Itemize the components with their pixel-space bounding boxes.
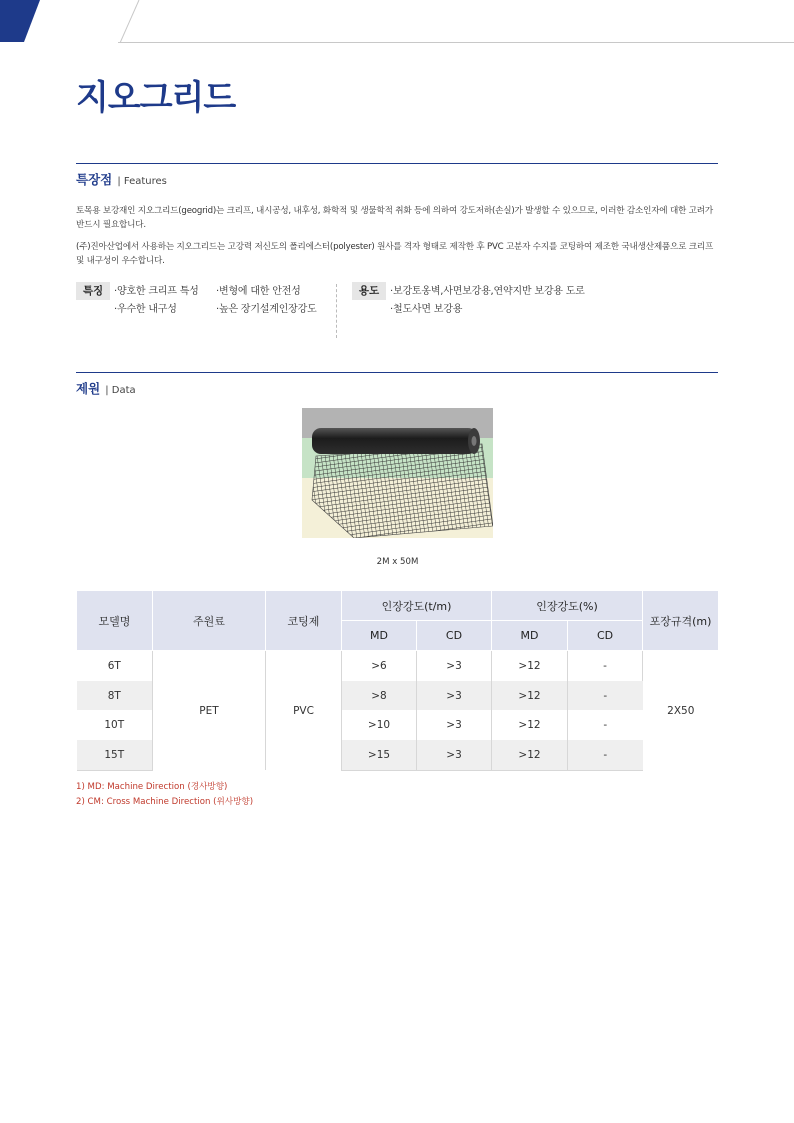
cell-cd-tm: >3 [417,740,492,770]
cell-cd-tm: >3 [417,681,492,711]
page-title: 지오그리드 [76,78,236,118]
spec-table [76,591,719,771]
corner-accent-shape [0,0,40,42]
usage-item: ·철도사면 보강용 [390,304,463,315]
features-heading: 특장점 [76,172,113,187]
cell-model: 15T [77,740,153,770]
feature-item: ·양호한 크리프 특성 [114,286,199,297]
data-section-header [76,372,718,396]
usage-item: ·보강토옹벽,사면보강용,연약지반 보강용 도로 [390,286,585,297]
cell-md-tm: >8 [342,681,417,711]
cell-cd-tm: >3 [417,651,492,681]
cell-cd-pct: - [568,651,643,681]
cell-model: 10T [77,710,153,740]
data-heading: 제원 [76,381,101,396]
cell-md-pct: >12 [492,681,568,711]
header-slash-line [118,0,140,43]
footnote-cm: 2) CM: Cross Machine Direction (위사방향) [76,797,254,807]
image-caption: 2M x 50M [376,557,419,567]
features-section-header [76,163,718,187]
cell-model: 8T [77,681,153,711]
usage-tag: 용도 [352,282,386,300]
cell-material: PET [153,651,266,771]
cell-packing: 2X50 [643,651,719,771]
cell-cd-pct: - [603,719,608,732]
feature-item: ·변형에 대한 안전성 [216,286,301,297]
cell-md-tm: >10 [342,710,417,740]
header-rule [118,42,794,43]
feature-item: ·우수한 내구성 [114,304,177,315]
header-material: 주원료 [153,591,266,651]
header-packing: 포장규격(m) [643,591,719,651]
cell-md-tm: >6 [342,651,417,681]
header-tensile-tm: 인장강도(t/m) [342,591,492,621]
header-tensile-pct: 인장강도(%) [492,591,643,621]
features-tag: 특징 [76,282,110,300]
features-divider [336,284,337,338]
header-model: 모델명 [77,591,153,651]
geogrid-roll-photo [302,408,493,538]
header-cd: CD [417,621,492,651]
cell-md-tm: >15 [342,740,417,770]
cell-md-pct: >12 [492,740,568,770]
feature-item: ·높은 장기설계인장강도 [216,304,317,315]
cell-cd-pct: - [568,681,643,711]
header-cd: CD [568,621,643,651]
cell-cd-pct: - [568,740,643,770]
cell-model: 6T [77,651,153,681]
features-paragraph-1: 토목용 보강재인 지오그리드(geogrid)는 크리프, 내시공성, 내후성, 화학적 및 생물학적 취화 등에 의하여 강도저하(손실)가 발생할 수 있으므로, 이러한 감소인자에 대한 고려가 반드시 필요합니다. [76,206,713,230]
cell-md-pct: >12 [492,710,568,740]
data-heading-en: | Data [105,385,136,396]
features-paragraph-2: (주)진아산업에서 사용하는 지오그리드는 고강력 저신도의 폴리에스터(polyester) 원사를 격자 형태로 제작한 후 PVC 고분자 수지를 코팅하여 제조한 국내생산제품으로 크리프 및 내구성이 우수합니다. [76,242,714,266]
header-md: MD [492,621,568,651]
cell-md-pct: >12 [492,651,568,681]
header-coating: 코팅제 [266,591,342,651]
footnote-md: 1) MD: Machine Direction (경사방향) [76,782,228,792]
features-heading-en: | Features [117,176,167,187]
cell-coating: PVC [266,651,342,771]
header-md: MD [342,621,417,651]
table-row [77,651,719,681]
cell-cd-tm: >3 [417,710,492,740]
